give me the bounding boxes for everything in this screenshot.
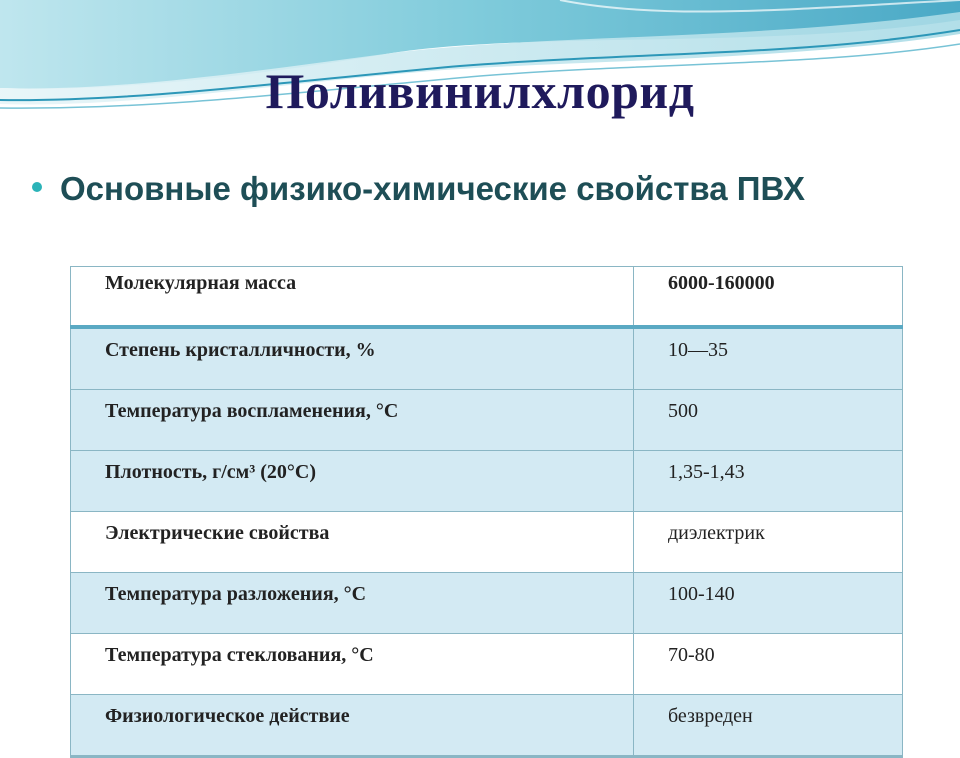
table-row [71,573,903,634]
slide-title: Поливинилхлорид [265,63,695,119]
property-cell: Плотность, г/см³ (20°С) [71,451,634,512]
property-cell: Степень кристалличности, % [71,327,634,390]
bullet-dot-icon [32,182,42,192]
property-cell: Молекулярная масса [71,267,634,328]
property-cell: Температура воспламенения, °С [71,390,634,451]
table-row [71,390,903,451]
slide-subtitle: Основные физико-химические свойства ПВХ [60,170,806,207]
value-cell: безвреден [634,695,903,757]
property-cell: Температура разложения, °С [71,573,634,634]
table-row [71,512,903,573]
table-row [71,634,903,695]
value-cell: 6000-160000 [634,267,903,328]
value-cell: 70-80 [634,634,903,695]
value-cell: 1,35-1,43 [634,451,903,512]
property-cell: Электрические свойства [71,512,634,573]
value-cell: 100-140 [634,573,903,634]
value-cell: 10—35 [634,327,903,390]
value-cell: диэлектрик [634,512,903,573]
table-row [71,267,903,328]
property-cell: Физиологическое действие [71,695,634,757]
value-cell: 500 [634,390,903,451]
table-row [71,451,903,512]
table-row [71,327,903,390]
property-cell: Температура стеклования, °С [71,634,634,695]
table-row [71,695,903,757]
properties-table [70,266,903,758]
